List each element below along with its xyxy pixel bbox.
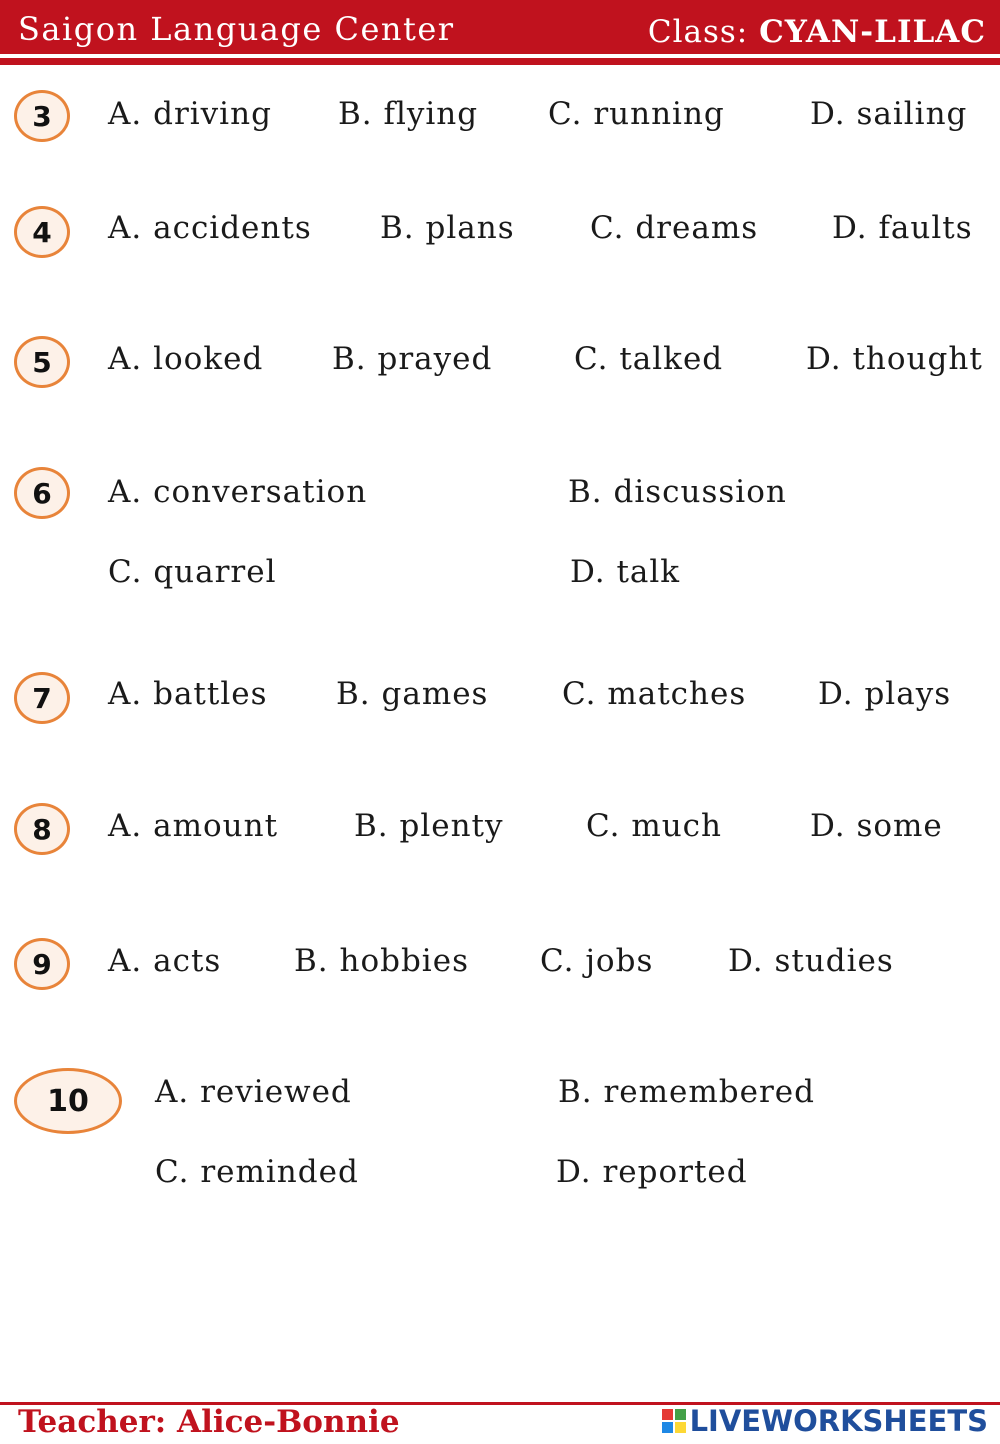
option-d[interactable]: D. studies [728, 943, 894, 979]
option-a[interactable]: A. reviewed [155, 1074, 352, 1110]
option-d[interactable]: D. sailing [810, 96, 968, 132]
question-number: 8 [14, 803, 70, 855]
question-number: 4 [14, 206, 70, 258]
question-number: 5 [14, 336, 70, 388]
teacher-name: Teacher: Alice-Bonnie [18, 1404, 400, 1440]
option-c[interactable]: C. matches [562, 676, 747, 712]
option-b[interactable]: B. hobbies [294, 943, 469, 979]
option-c[interactable]: C. running [548, 96, 725, 132]
option-d[interactable]: D. thought [806, 341, 983, 377]
question-number: 3 [14, 90, 70, 142]
question-number: 6 [14, 467, 70, 519]
option-a[interactable]: A. looked [108, 341, 264, 377]
option-b[interactable]: B. plenty [354, 808, 504, 844]
option-d[interactable]: D. faults [832, 210, 973, 246]
option-d[interactable]: D. some [810, 808, 943, 844]
option-d[interactable]: D. reported [556, 1154, 748, 1190]
question-number: 10 [14, 1068, 122, 1134]
option-c[interactable]: C. quarrel [108, 554, 277, 590]
header-divider [0, 58, 1000, 65]
option-b[interactable]: B. discussion [568, 474, 787, 510]
option-b[interactable]: B. plans [380, 210, 515, 246]
option-c[interactable]: C. talked [574, 341, 724, 377]
brand-logo[interactable] [662, 1404, 988, 1438]
class-label: Class: [647, 14, 749, 50]
option-d[interactable]: D. plays [818, 676, 952, 712]
question-number: 9 [14, 938, 70, 990]
option-b[interactable]: B. flying [338, 96, 479, 132]
option-a[interactable]: A. driving [108, 96, 272, 132]
option-c[interactable]: C. much [586, 808, 723, 844]
brand-text: LIVEWORKSHEETS [689, 1404, 988, 1438]
option-b[interactable]: B. prayed [332, 341, 493, 377]
option-c[interactable]: C. dreams [590, 210, 759, 246]
option-b[interactable]: B. remembered [558, 1074, 815, 1110]
option-a[interactable]: A. battles [108, 676, 268, 712]
option-a[interactable]: A. accidents [108, 210, 312, 246]
question-number: 7 [14, 672, 70, 724]
header-bar [0, 0, 1000, 54]
option-c[interactable]: C. reminded [155, 1154, 359, 1190]
liveworksheets-logo-icon [662, 1409, 686, 1433]
option-c[interactable]: C. jobs [540, 943, 654, 979]
option-a[interactable]: A. acts [108, 943, 222, 979]
option-d[interactable]: D. talk [570, 554, 681, 590]
option-a[interactable]: A. amount [108, 808, 279, 844]
option-b[interactable]: B. games [336, 676, 489, 712]
class-info [648, 14, 986, 50]
class-value: CYAN-LILAC [759, 14, 986, 50]
center-name: Saigon Language Center [18, 10, 455, 48]
option-a[interactable]: A. conversation [108, 474, 368, 510]
